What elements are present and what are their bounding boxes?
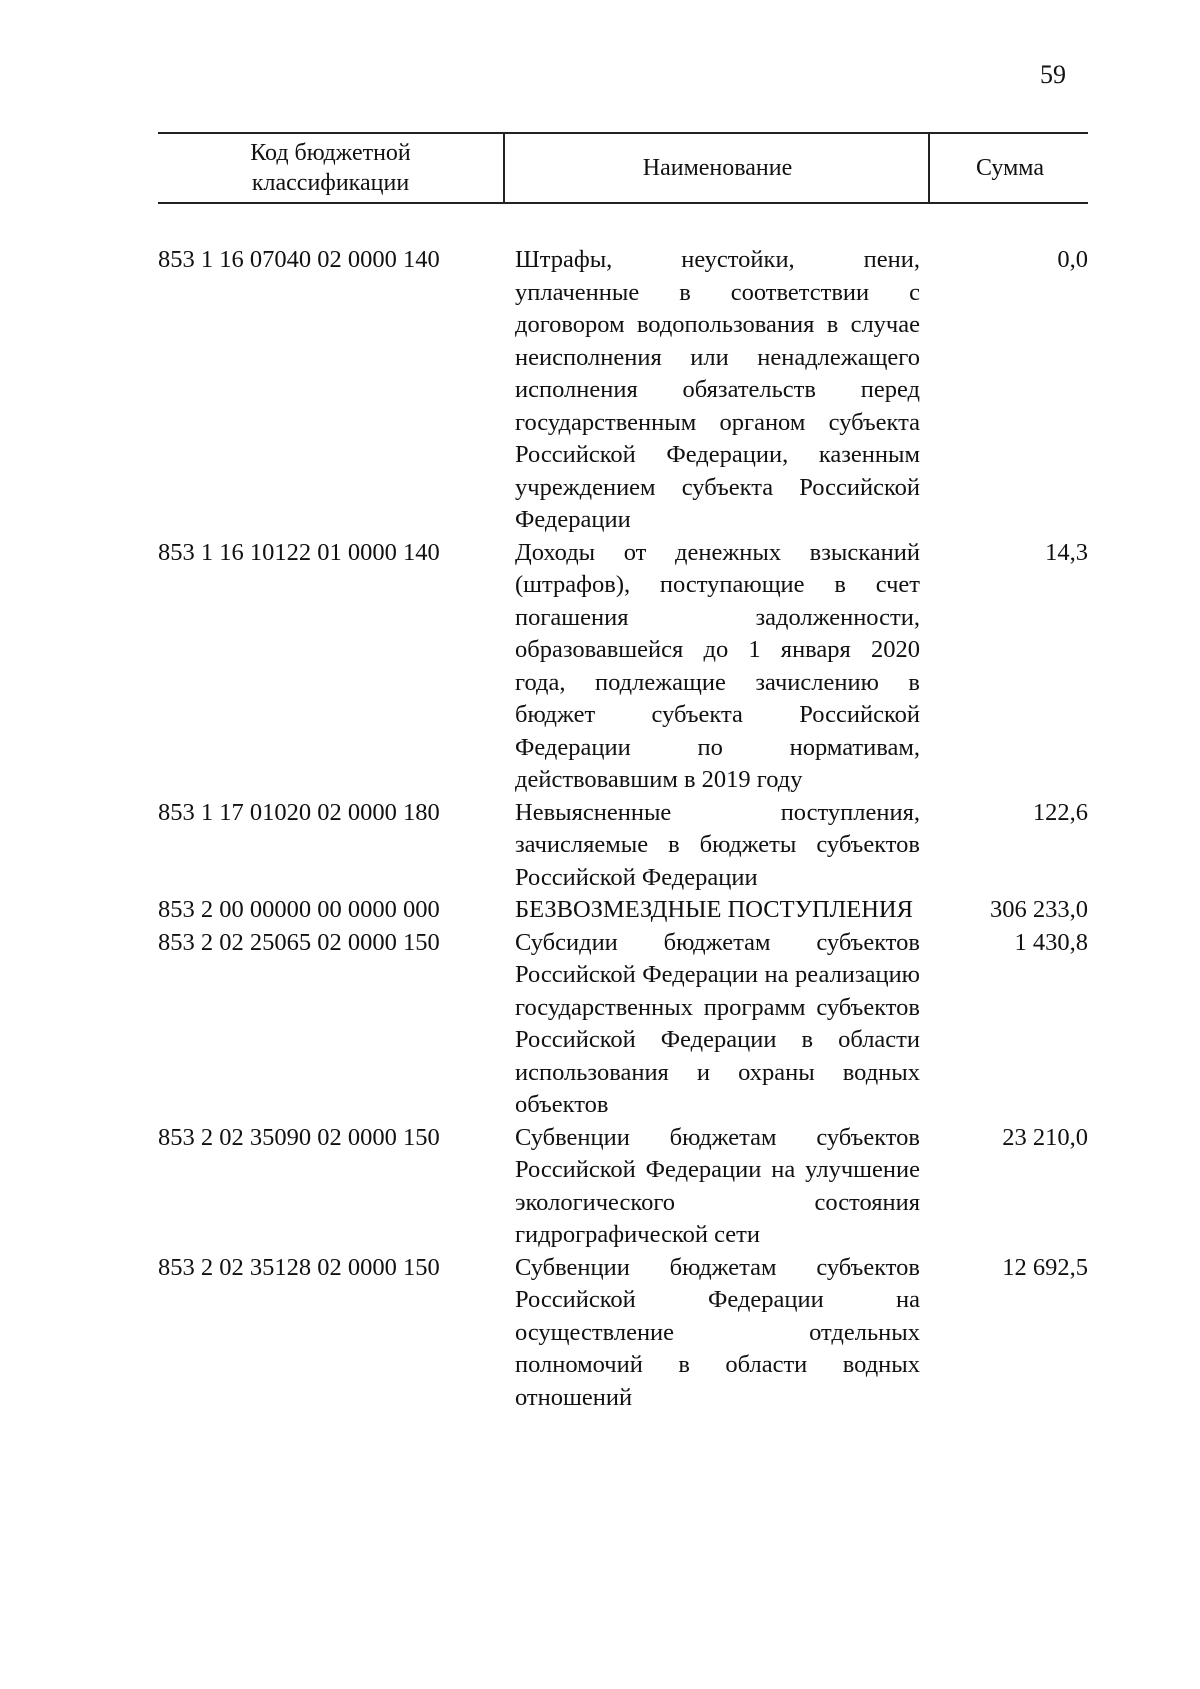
page-number: 59	[1040, 60, 1066, 89]
table-row	[158, 927, 1088, 1122]
table-row	[158, 1122, 1088, 1252]
column-header-name: Наименование	[503, 134, 930, 202]
budget-code: 853 2 02 25065 02 0000 150	[158, 928, 440, 956]
item-name: БЕЗВОЗМЕЗДНЫЕ ПОСТУПЛЕНИЯ	[515, 896, 913, 923]
item-name: Субсидии бюджетам субъектов Российской Федерации на реализацию государственных программ субъектов Российской Федерации в области использования и охраны водных объектов	[515, 928, 920, 1118]
table-row	[158, 244, 1088, 537]
table-body	[158, 244, 1088, 1414]
budget-code: 853 1 16 07040 02 0000 140	[158, 246, 440, 273]
item-sum: 122,6	[1032, 798, 1088, 826]
item-name: Субвенции бюджетам субъектов Российской Федерации на улучшение экологического состояния гидрографической сети	[515, 1123, 920, 1248]
item-sum: 12 692,5	[1002, 1253, 1088, 1281]
item-sum: 1 430,8	[1014, 928, 1088, 956]
table-header	[158, 132, 1088, 204]
item-sum: 306 233,0	[990, 896, 1088, 923]
table-row	[158, 537, 1088, 797]
item-name: Штрафы, неустойки, пени, уплаченные в соответствии с договором водопользования в случае неисполнения или ненадлежащего исполнения обязательств перед государственным органом субъекта Российской Федерации, казенным учреждением субъекта Российской Федерации	[515, 246, 920, 533]
table-row	[158, 1252, 1088, 1415]
table-row	[158, 797, 1088, 895]
budget-code: 853 1 16 10122 01 0000 140	[158, 538, 440, 566]
budget-code: 853 1 17 01020 02 0000 180	[158, 798, 440, 826]
budget-code: 853 2 00 00000 00 0000 000	[158, 896, 440, 923]
item-name: Невыясненные поступления, зачисляемые в бюджеты субъектов Российской Федерации	[515, 798, 920, 891]
item-sum: 23 210,0	[1002, 1123, 1088, 1151]
column-header-code-line2: классификации	[251, 170, 410, 196]
budget-code: 853 2 02 35128 02 0000 150	[158, 1253, 440, 1281]
item-sum: 0,0	[1057, 246, 1088, 273]
column-header-sum: Сумма	[928, 134, 1090, 202]
column-header-code	[158, 134, 503, 202]
item-name: Субвенции бюджетам субъектов Российской Федерации на осуществление отдельных полномочий в области водных отношений	[515, 1253, 920, 1411]
item-sum: 14,3	[1045, 538, 1088, 566]
item-name: Доходы от денежных взысканий (штрафов), поступающие в счет погашения задолженности, образовавшейся до 1 января 2020 года, подлежащие зачислению в бюджет субъекта Российской Федерации по нормативам, действовавшим в 2019 году	[515, 538, 920, 793]
budget-code: 853 2 02 35090 02 0000 150	[158, 1123, 440, 1151]
table-row	[158, 894, 1088, 927]
column-header-code-line1: Код бюджетной	[250, 140, 411, 166]
